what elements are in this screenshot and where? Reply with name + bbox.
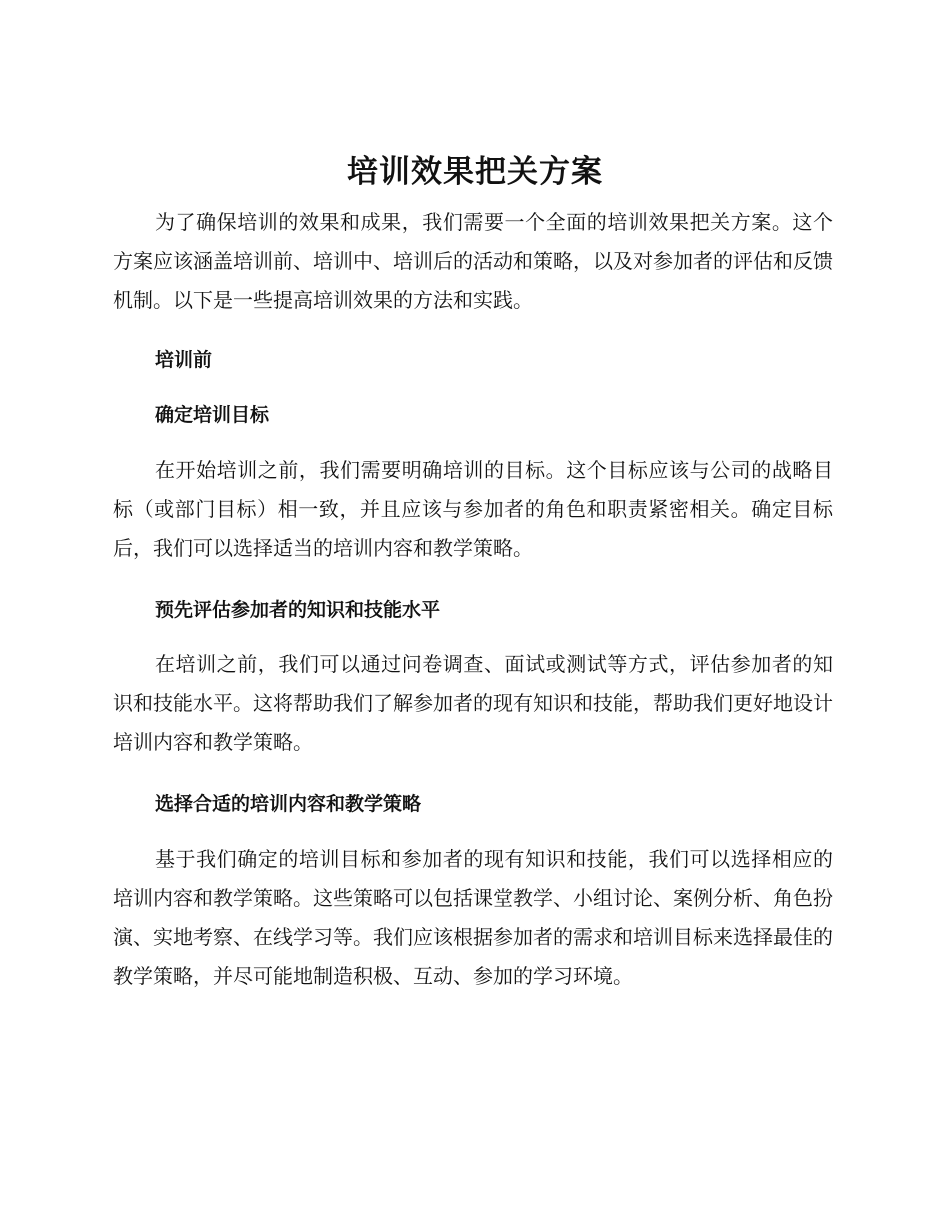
subheading-training-goals: 确定培训目标 [155,404,270,426]
subheading-content-strategy: 选择合适的培训内容和教学策略 [155,793,422,815]
subheading-pre-assessment: 预先评估参加者的知识和技能水平 [155,599,441,621]
paragraph-content-strategy: 基于我们确定的培训目标和参加者的现有知识和技能，我们可以选择相应的培训内容和教学策略。这些策略可以包括课堂教学、小组讨论、案例分析、角色扮演、实地考察、在线学习等。我们应该根据参加者的需求和培训目标来选择最佳的教学策略，并尽可能地制造积极、互动、参加的学习环境。 [113,847,833,988]
intro-paragraph: 为了确保培训的效果和成果，我们需要一个全面的培训效果把关方案。这个方案应该涵盖培训前、培训中、培训后的活动和策略，以及对参加者的评估和反馈机制。以下是一些提高培训效果的方法和实践。 [113,210,833,312]
paragraph-training-goals: 在开始培训之前，我们需要明确培训的目标。这个目标应该与公司的战略目标（或部门目标）相一致，并且应该与参加者的角色和职责紧密相关。确定目标后，我们可以选择适当的培训内容和教学策略。 [113,458,833,560]
paragraph-pre-assessment: 在培训之前，我们可以通过问卷调查、面试或测试等方式，评估参加者的知识和技能水平。这将帮助我们了解参加者的现有知识和技能，帮助我们更好地设计培训内容和教学策略。 [113,652,833,754]
section-heading-before-training: 培训前 [155,349,213,371]
document-title: 培训效果把关方案 [347,154,603,190]
